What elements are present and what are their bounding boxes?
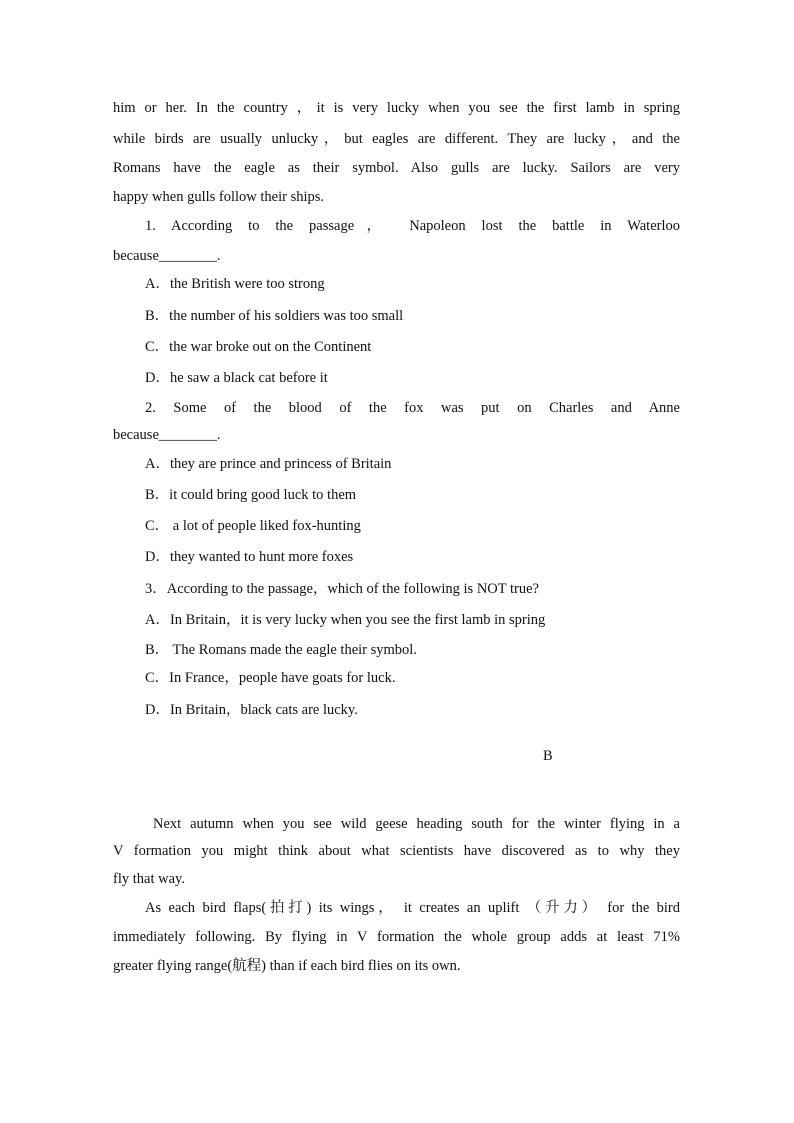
question-2-option-a: A．they are prince and princess of Britain: [145, 456, 392, 472]
question-1-stem: 1. According to the passage， Napoleon lost the battle in Waterloo: [145, 218, 680, 234]
passage-line: happy when gulls follow their ships.: [113, 189, 325, 205]
question-3-option-b: B． The Romans made the eagle their symbol.: [145, 642, 417, 658]
question-1-option-a: A．the British were too strong: [145, 276, 325, 292]
paragraph-line: Next autumn when you see wild geese heading south for the winter flying in a: [153, 816, 680, 832]
question-2-stem-cont: because________.: [113, 427, 221, 443]
passage-line: him or her. In the country ，it is very lucky when you see the first lamb in spring: [113, 100, 680, 116]
passage-line: while birds are usually unlucky，but eagles are different. They are lucky，and the: [113, 131, 680, 147]
paragraph-line: fly that way.: [113, 871, 185, 887]
question-3-option-a: A．In Britain，it is very lucky when you see the first lamb in spring: [145, 612, 546, 628]
question-2-option-d: D．they wanted to hunt more foxes: [145, 549, 354, 565]
paragraph-line: V formation you might think about what scientists have discovered as to why they: [113, 843, 680, 859]
question-3-option-d: D．In Britain，black cats are lucky.: [145, 702, 358, 718]
paragraph-line: immediately following. By flying in V formation the whole group adds at least 71%: [113, 929, 680, 945]
question-1-stem-cont: because________.: [113, 248, 221, 264]
section-heading: B: [543, 748, 553, 764]
question-1-option-d: D．he saw a black cat before it: [145, 370, 328, 386]
question-2-option-b: B．it could bring good luck to them: [145, 487, 357, 503]
question-3-stem: 3．According to the passage，which of the following is NOT true?: [145, 581, 539, 597]
passage-line: Romans have the eagle as their symbol. Also gulls are lucky. Sailors are very: [113, 160, 680, 176]
paragraph-line: greater flying range(航程) than if each bird flies on its own.: [113, 958, 461, 974]
paragraph-line: As each bird flaps(拍打) its wings， it creates an uplift （升力） for the bird: [145, 900, 680, 916]
question-3-option-c: C．In France，people have goats for luck.: [145, 670, 396, 686]
question-2-stem: 2. Some of the blood of the fox was put on Charles and Anne: [145, 400, 680, 416]
question-1-option-c: C．the war broke out on the Continent: [145, 339, 372, 355]
question-1-option-b: B．the number of his soldiers was too small: [145, 308, 404, 324]
question-2-option-c: C． a lot of people liked fox-hunting: [145, 518, 361, 534]
